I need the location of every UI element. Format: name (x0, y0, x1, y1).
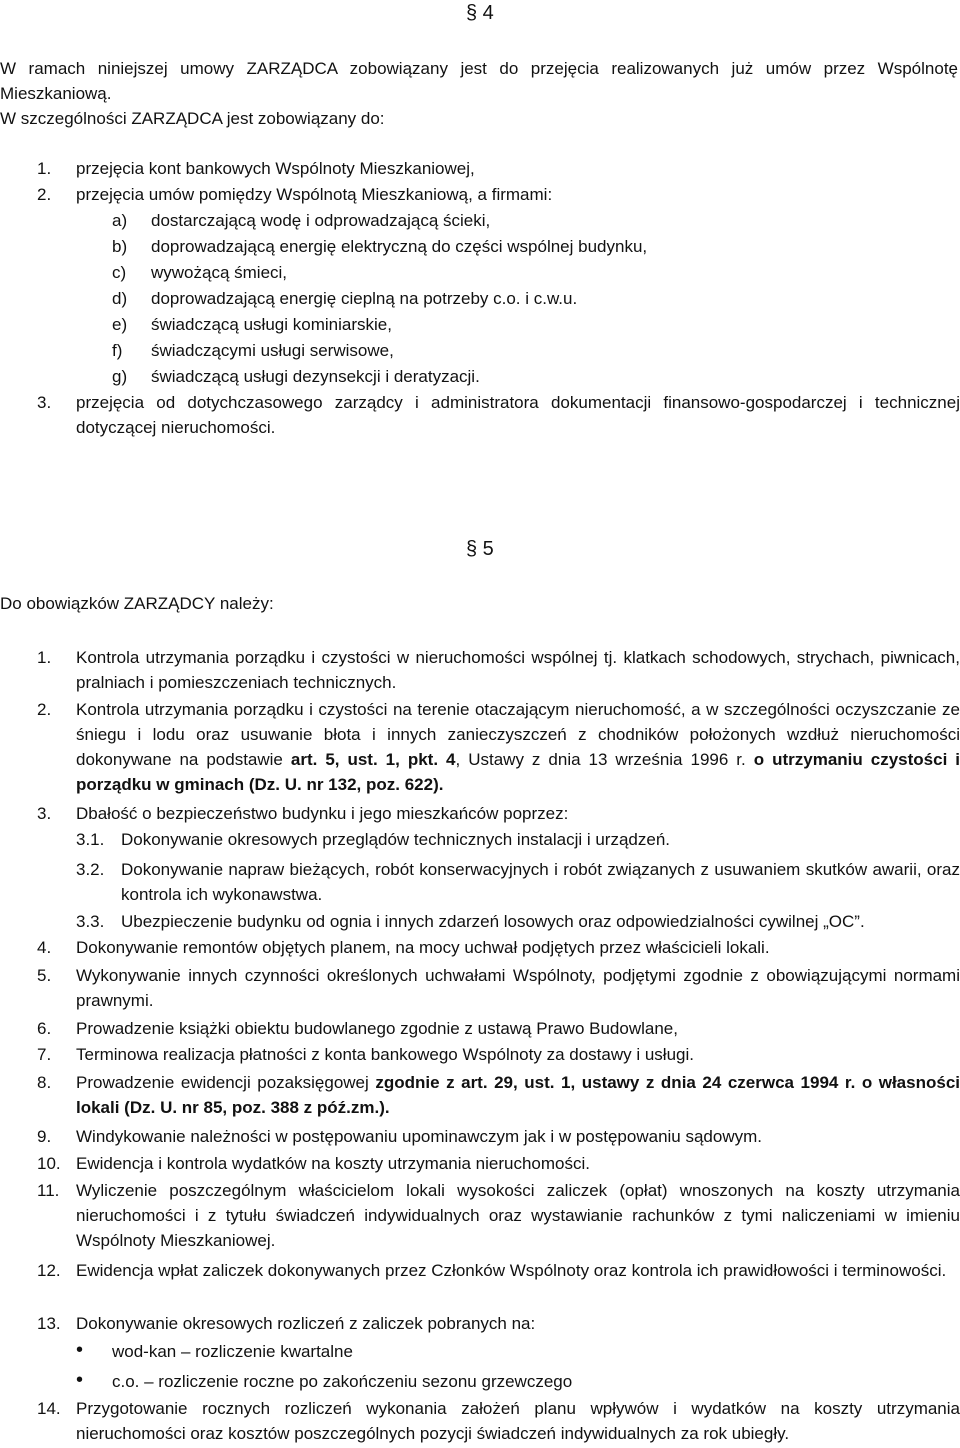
sub-item-text: doprowadzającą energię cieplną na potrzeby c.o. i c.w.u. (151, 289, 578, 308)
item-number: 6. (37, 1019, 52, 1038)
item-number: 14. (37, 1399, 61, 1418)
section-4-intro-2: W szczególności ZARZĄDCA jest zobowiązany do: (0, 109, 385, 128)
item-text: Wykonywanie innych czynności określonych uchwałami Wspólnoty, podjętymi zgodnie z obowiązującymi normami prawnymi. (76, 966, 960, 1010)
item-number: 10. (37, 1154, 61, 1173)
item-text: Dokonywanie remontów objętych planem, na mocy uchwał podjętych przez właścicieli lokali. (76, 938, 770, 957)
sub-item-text: świadczącymi usługi serwisowe, (151, 341, 394, 360)
item-text (76, 1070, 960, 1120)
sub-item-letter: g) (112, 367, 128, 386)
item-number: 12. (37, 1261, 61, 1280)
item-text-part: Kontrola utrzymania porządku i czystości na terenie otaczającym nieruchomość, a w szczególności oczyszczanie ze śniegu i lodu oraz usuwanie błota i innych zanieczyszczeń z chodników położonych wzdłuż nieruchomości dokonywane na podstawie (76, 700, 960, 769)
sub-item-letter: c) (112, 263, 127, 282)
item-number: 7. (37, 1045, 52, 1064)
item-number: 11. (37, 1181, 60, 1200)
item-text: Windykowanie należności w postępowaniu upominawczym jak i w postępowaniu sądowym. (76, 1127, 763, 1146)
item-number: 2. (37, 185, 52, 204)
item-number: 2. (37, 700, 52, 719)
item-text: Prowadzenie książki obiektu budowlanego zgodnie z ustawą Prawo Budowlane, (76, 1019, 678, 1038)
item-text: Ewidencja i kontrola wydatków na koszty utrzymania nieruchomości. (76, 1154, 591, 1173)
sub-item-number: 3.2. (76, 860, 105, 879)
sub-item-letter: a) (112, 211, 128, 230)
sub-item-number: 3.3. (76, 912, 105, 931)
sub-item-text: wywożącą śmieci, (151, 263, 288, 282)
item-text: przejęcia od dotychczasowego zarządcy i administratora dokumentacji finansowo-gospodarczej i technicznej dotyczącej nieruchomości. (76, 393, 960, 437)
bullet-icon: • (76, 1339, 84, 1361)
legal-reference: art. 5, ust. 1, pkt. 4 (290, 750, 456, 769)
item-text: Dokonywanie okresowych rozliczeń z zaliczek pobranych na: (76, 1314, 536, 1333)
item-number: 13. (37, 1314, 61, 1333)
legal-reference: o utrzymaniu czystości i porządku w gminach (Dz. U. nr 132, poz. 622). (76, 750, 960, 794)
item-text: Przygotowanie rocznych rozliczeń wykonania założeń planu wpływów i wydatków na koszty utrzymania nieruchomości oraz kosztów poszczególnych pozycji świadczeń indywidualnych za rok ubiegły. (76, 1399, 960, 1443)
sub-item-text: doprowadzającą energię elektryczną do części wspólnej budynku, (151, 237, 648, 256)
sub-item-text: dostarczającą wodę i odprowadzającą ścieki, (151, 211, 491, 230)
item-number: 5. (37, 966, 52, 985)
section-4-intro: W ramach niniejszej umowy ZARZĄDCA zobowiązany jest do przejęcia realizowanych już umów przez Wspólnotę Mieszkaniową. (0, 59, 958, 103)
sub-item-letter: e) (112, 315, 128, 334)
section-5-mark: § 5 (466, 538, 494, 560)
bullet-text: c.o. – rozliczenie roczne po zakończeniu sezonu grzewczego (112, 1372, 573, 1391)
sub-item-text: Dokonywanie napraw bieżących, robót konserwacyjnych i robót związanych z usuwaniem skutków awarii, oraz kontrola ich wykonawstwa. (121, 860, 960, 904)
bullet-text: wod-kan – rozliczenie kwartalne (112, 1342, 353, 1361)
item-text: Dbałość o bezpieczeństwo budynku i jego mieszkańców poprzez: (76, 804, 569, 823)
section-4-mark: § 4 (466, 2, 494, 24)
item-text: Terminowa realizacja płatności z konta bankowego Wspólnoty za dostawy i usługi. (76, 1045, 694, 1064)
sub-item-number: 3.1. (76, 830, 105, 849)
item-number: 8. (37, 1073, 52, 1092)
item-text: przejęcia umów pomiędzy Wspólnotą Mieszkaniową, a firmami: (76, 185, 553, 204)
sub-item-text: Dokonywanie okresowych przeglądów technicznych instalacji i urządzeń. (121, 830, 670, 849)
sub-item-letter: b) (112, 237, 128, 256)
item-text: Ewidencja wpłat zaliczek dokonywanych przez Członków Wspólnoty oraz kontrola ich prawidłowości i terminowości. (76, 1261, 947, 1280)
sub-item-letter: f) (112, 341, 123, 360)
item-text: przejęcia kont bankowych Wspólnoty Mieszkaniowej, (76, 159, 475, 178)
sub-item-text: Ubezpieczenie budynku od ognia i innych zdarzeń losowych oraz odpowiedzialności cywilnej „OC”. (121, 912, 865, 931)
legal-reference: zgodnie z art. 29, ust. 1, ustawy z dnia 24 czerwca 1994 r. o własności lokali (Dz. U. nr 85, poz. 388 z póź.zm.). (76, 1073, 960, 1117)
item-text (76, 697, 960, 797)
item-number: 1. (37, 648, 52, 667)
item-text: Kontrola utrzymania porządku i czystości w nieruchomości wspólnej tj. klatkach schodowych, strychach, piwnicach, pralniach i pomieszczeniach technicznych. (76, 648, 960, 692)
section-5-intro: Do obowiązków ZARZĄDCY należy: (0, 594, 274, 613)
sub-item-text: świadczącą usługi dezynsekcji i deratyzacji. (151, 367, 480, 386)
sub-item-text: świadczącą usługi kominiarskie, (151, 315, 392, 334)
bullet-icon: • (76, 1369, 84, 1391)
item-text: Wyliczenie poszczególnym właścicielom lokali wysokości zaliczek (opłat) wnoszonych na koszty utrzymania nieruchomości i z tytułu świadczeń indywidualnych oraz wystawianie rachunków z tymi naliczeniami w imieniu Wspólnoty Mieszkaniowej. (76, 1181, 960, 1250)
item-number: 4. (37, 938, 52, 957)
item-number: 9. (37, 1127, 52, 1146)
sub-item-letter: d) (112, 289, 128, 308)
item-number: 1. (37, 159, 52, 178)
item-number: 3. (37, 804, 52, 823)
item-text-part: Prowadzenie ewidencji pozaksięgowej (76, 1073, 376, 1092)
item-text-part: , Ustawy z dnia 13 września 1996 r. (455, 750, 754, 769)
item-number: 3. (37, 393, 52, 412)
